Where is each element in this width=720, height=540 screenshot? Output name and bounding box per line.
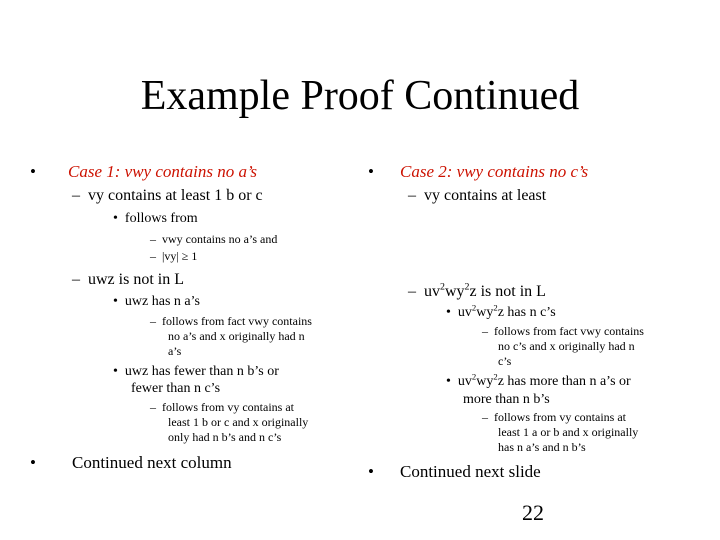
left-fewer-line: fewer than n c’s [131, 381, 221, 396]
bullet-marker: • [368, 462, 374, 481]
left-uwz-has-text: uwz has n a’s [124, 294, 200, 309]
left-fact1-line: follows from fact vwy contains [162, 314, 312, 328]
left-case-heading [30, 162, 257, 182]
right-continued [368, 462, 541, 482]
right-vy-text: vy contains at least [424, 187, 547, 204]
page-number: 22 [522, 500, 544, 525]
dash-marker: – [150, 249, 156, 263]
dash-marker: – [72, 271, 80, 288]
bullet-marker: • [113, 364, 118, 379]
left-vy-abs-line [150, 249, 197, 264]
right-uv-not [408, 282, 546, 302]
bullet-marker: • [113, 294, 118, 309]
right-case-heading [368, 162, 588, 182]
right-fact2-line: least 1 a or b and x originally [498, 425, 639, 439]
right-fact1-line: follows from fact vwy contains [494, 324, 644, 338]
expr-sup: 2 [493, 371, 498, 382]
left-fact2-line: only had n b’s and n c’s [168, 430, 282, 444]
left-fewer [113, 363, 279, 380]
left-fact1-line: no a’s and x originally had n [168, 329, 305, 343]
slide-title: Example Proof Continued [140, 73, 580, 119]
bullet-marker: • [446, 374, 451, 389]
bullet-marker: • [30, 453, 36, 472]
expr-part: z has n c’s [497, 305, 556, 320]
expr-part: z is not in L [469, 283, 546, 300]
expr-part: z has more than n a’s or [497, 374, 631, 389]
expr-sup: 2 [464, 281, 470, 293]
dash-marker: – [482, 410, 488, 424]
bullet-marker: • [113, 211, 118, 226]
expr-part: wy [476, 305, 494, 320]
left-fact1-line: a’s [168, 344, 182, 358]
expr-sup: 2 [440, 281, 445, 293]
expr-part: uv [424, 283, 440, 300]
right-continued-text: Continued next slide [400, 462, 541, 481]
right-uv-more-2: more than n b’s [463, 392, 550, 407]
left-fewer-line: uwz has fewer than n b’s or [124, 364, 279, 379]
left-case-text: Case 1: vwy contains no a’s [68, 162, 258, 181]
left-vy-line [72, 186, 263, 206]
left-fact2 [150, 400, 294, 415]
right-uv-more [446, 373, 631, 390]
left-vy-abs-text: |vy| ≥ 1 [162, 249, 198, 263]
left-fact1 [150, 314, 312, 329]
right-fact1 [482, 324, 644, 339]
left-fact2-line: least 1 b or c and x originally [168, 415, 309, 429]
expr-part: uv [457, 305, 472, 320]
right-fact2 [482, 410, 626, 425]
expr-part: wy [476, 374, 494, 389]
expr-part: uv [457, 374, 472, 389]
dash-marker: – [150, 314, 156, 328]
left-uwz-not [72, 270, 184, 290]
left-follows-from [113, 210, 198, 227]
expr-sup: 2 [471, 302, 477, 313]
expr-part: wy [444, 283, 465, 300]
left-continued [30, 453, 232, 473]
right-fact1-line: no c’s and x originally had n [498, 339, 635, 353]
left-vwy-line [150, 232, 277, 247]
expr-sup: 2 [471, 371, 477, 382]
dash-marker: – [408, 283, 416, 300]
bullet-marker: • [446, 305, 451, 320]
right-case-text: Case 2: vwy contains no c’s [400, 162, 589, 181]
bullet-marker: • [368, 162, 374, 181]
bullet-marker: • [30, 162, 36, 181]
expr-sup: 2 [493, 302, 498, 313]
dash-marker: – [72, 187, 80, 204]
left-uwz-has [113, 293, 200, 310]
right-fact2-line: has n a’s and n b’s [498, 440, 586, 454]
dash-marker: – [150, 232, 156, 246]
left-follows-text: follows from [124, 211, 198, 226]
left-vy-text: vy contains at least 1 b or c [88, 187, 263, 204]
right-fact1-line: c’s [498, 354, 512, 368]
dash-marker: – [150, 400, 156, 414]
left-fact2-line: follows from vy contains at [162, 400, 294, 414]
left-continued-text: Continued next column [72, 453, 232, 472]
dash-marker: – [408, 187, 416, 204]
right-fact2-line: follows from vy contains at [494, 410, 626, 424]
left-vwy-text: vwy contains no a’s and [162, 232, 278, 246]
dash-marker: – [482, 324, 488, 338]
left-uwz-not-text: uwz is not in L [88, 271, 184, 288]
right-vy-line [408, 186, 546, 206]
right-uv-has-c [446, 304, 556, 321]
